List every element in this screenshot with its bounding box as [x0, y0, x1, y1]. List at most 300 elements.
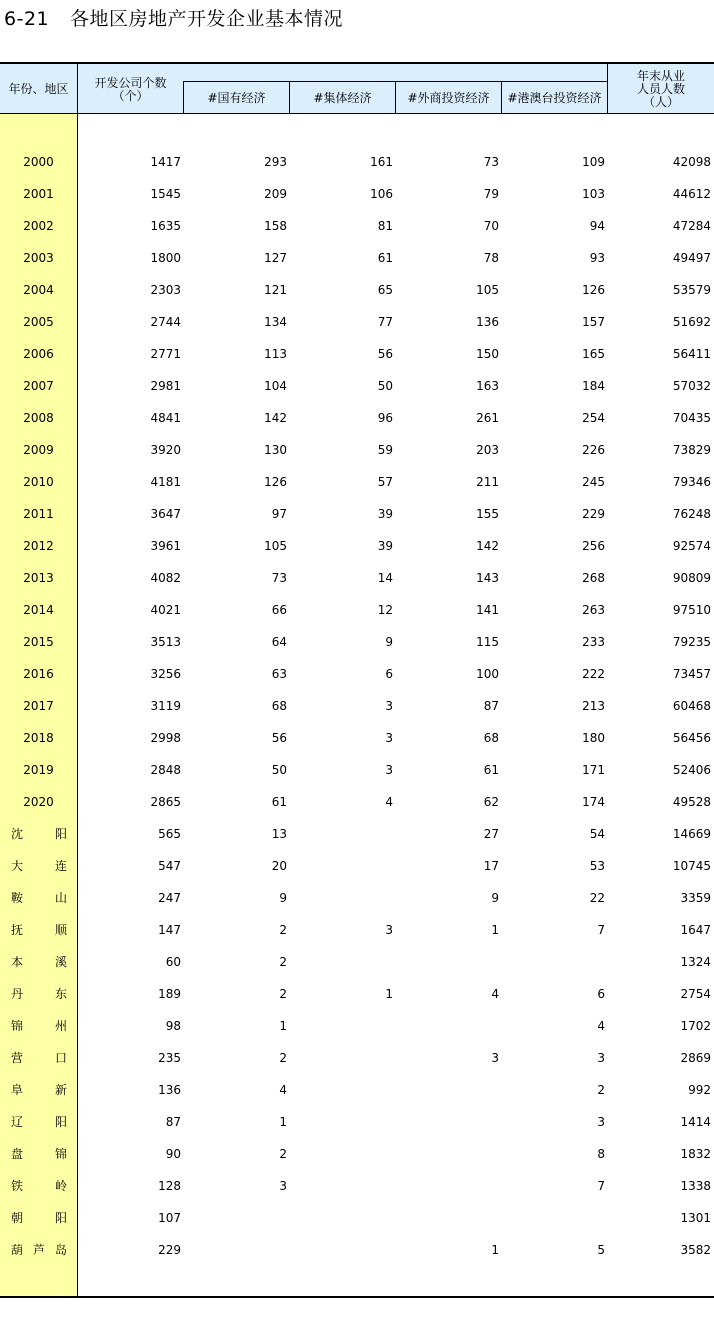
region-label-char: 口 — [54, 1051, 67, 1065]
employees-cell: 2869 — [680, 1051, 711, 1065]
table-row — [0, 562, 714, 594]
table-title-text: 各地区房地产开发企业基本情况 — [70, 8, 344, 30]
state-owned-cell: 63 — [271, 667, 287, 681]
header-col-rule — [395, 81, 396, 114]
collective-cell: 65 — [377, 283, 393, 297]
foreign-cell: 73 — [483, 155, 499, 169]
foreign-cell: 100 — [476, 667, 499, 681]
employees-cell: 73829 — [672, 443, 711, 457]
employees-cell: 3359 — [680, 891, 711, 905]
region-label-char: 沈 — [11, 827, 24, 841]
state-owned-cell: 104 — [264, 379, 287, 393]
year-label: 2020 — [23, 795, 54, 809]
table-row — [0, 274, 714, 306]
region-label — [0, 978, 77, 1010]
region-label-char: 锦 — [11, 1019, 24, 1033]
year-label: 2013 — [23, 571, 54, 585]
year-label: 2015 — [23, 635, 54, 649]
region-label-char: 朝 — [11, 1211, 24, 1225]
table-row — [0, 914, 714, 946]
state-owned-cell: 61 — [271, 795, 287, 809]
state-owned-cell: 13 — [271, 827, 287, 841]
collective-cell: 61 — [377, 251, 393, 265]
table-row — [0, 498, 714, 530]
table-row — [0, 882, 714, 914]
hk-macao-taiwan-cell: 263 — [582, 603, 605, 617]
state-owned-cell: 20 — [271, 859, 287, 873]
foreign-cell: 27 — [483, 827, 499, 841]
collective-cell: 57 — [377, 475, 393, 489]
header-hk-macao-taiwan: #港澳台投资经济 — [507, 90, 602, 105]
foreign-cell: 70 — [483, 219, 499, 233]
year-label: 2001 — [23, 187, 54, 201]
hk-macao-taiwan-cell: 268 — [582, 571, 605, 585]
foreign-cell: 87 — [483, 699, 499, 713]
header-col-rule — [607, 62, 608, 114]
employees-cell: 76248 — [672, 507, 711, 521]
hk-macao-taiwan-cell: 165 — [582, 347, 605, 361]
companies-cell: 1800 — [150, 251, 181, 265]
header-year-region: 年份、地区 — [8, 81, 69, 96]
header-companies-unit: （个） — [112, 89, 149, 103]
collective-cell: 39 — [377, 507, 393, 521]
hk-macao-taiwan-cell: 171 — [582, 763, 605, 777]
employees-cell: 57032 — [672, 379, 711, 393]
table-row — [0, 1170, 714, 1202]
employees-cell: 14669 — [672, 827, 711, 841]
region-label-char: 铁 — [11, 1179, 24, 1193]
year-label: 2011 — [23, 507, 54, 521]
state-owned-cell: 56 — [271, 731, 287, 745]
collective-cell: 6 — [385, 667, 393, 681]
hk-macao-taiwan-cell: 254 — [582, 411, 605, 425]
year-label: 2003 — [23, 251, 54, 265]
hk-macao-taiwan-cell: 5 — [597, 1243, 605, 1257]
data-table — [0, 62, 714, 1298]
collective-cell: 3 — [385, 923, 393, 937]
table-row — [0, 946, 714, 978]
header-col-rule — [289, 81, 290, 114]
foreign-cell: 79 — [483, 187, 499, 201]
collective-cell: 81 — [377, 219, 393, 233]
state-owned-cell: 158 — [264, 219, 287, 233]
table-row — [0, 242, 714, 274]
companies-cell: 3961 — [150, 539, 181, 553]
state-owned-cell: 130 — [264, 443, 287, 457]
header-col-rule — [183, 81, 184, 114]
hk-macao-taiwan-cell: 233 — [582, 635, 605, 649]
table-row — [0, 658, 714, 690]
hk-macao-taiwan-cell: 229 — [582, 507, 605, 521]
region-label-char: 连 — [54, 859, 67, 873]
employees-cell: 49497 — [672, 251, 711, 265]
region-label — [0, 1106, 77, 1138]
employees-cell: 79346 — [672, 475, 711, 489]
region-label-char: 丹 — [11, 987, 24, 1001]
header-collective: #集体经济 — [313, 90, 372, 105]
companies-cell: 2771 — [150, 347, 181, 361]
foreign-cell: 1 — [491, 923, 499, 937]
year-label: 2002 — [23, 219, 54, 233]
header-employees-line1: 年末从业 — [636, 68, 685, 83]
table-row — [0, 1010, 714, 1042]
foreign-cell: 136 — [476, 315, 499, 329]
hk-macao-taiwan-cell: 54 — [589, 827, 605, 841]
year-label: 2008 — [23, 411, 54, 425]
state-owned-cell: 2 — [279, 1147, 287, 1161]
region-label-char: 营 — [11, 1051, 24, 1065]
companies-cell: 4181 — [150, 475, 181, 489]
employees-cell: 1301 — [680, 1211, 711, 1225]
foreign-cell: 150 — [476, 347, 499, 361]
hk-macao-taiwan-cell: 93 — [589, 251, 605, 265]
table-row — [0, 466, 714, 498]
header-employees-unit: （人） — [642, 94, 679, 109]
employees-cell: 90809 — [672, 571, 711, 585]
table-row — [0, 1106, 714, 1138]
foreign-cell: 143 — [476, 571, 499, 585]
table-number: 6-21 — [4, 8, 50, 30]
collective-cell: 106 — [370, 187, 393, 201]
companies-cell: 3920 — [150, 443, 181, 457]
employees-cell: 44612 — [672, 187, 711, 201]
region-label-char: 辽 — [11, 1115, 24, 1129]
companies-cell: 2981 — [150, 379, 181, 393]
collective-cell: 4 — [385, 795, 393, 809]
collective-cell: 9 — [385, 635, 393, 649]
region-label-char: 盘 — [11, 1147, 24, 1161]
companies-cell: 189 — [158, 987, 181, 1001]
year-label: 2017 — [23, 699, 54, 713]
employees-cell: 1324 — [680, 955, 711, 969]
region-label — [0, 914, 77, 946]
companies-cell: 3256 — [150, 667, 181, 681]
state-owned-cell: 50 — [271, 763, 287, 777]
hk-macao-taiwan-cell: 53 — [589, 859, 605, 873]
table-row — [0, 978, 714, 1010]
header-companies — [78, 70, 183, 110]
region-label-char: 新 — [54, 1083, 67, 1097]
region-label-char: 芦 — [32, 1243, 45, 1257]
year-label: 2007 — [23, 379, 54, 393]
table-row — [0, 1042, 714, 1074]
hk-macao-taiwan-cell: 256 — [582, 539, 605, 553]
header-employees-line2: 人员人数 — [636, 81, 685, 96]
region-label-char: 顺 — [54, 923, 67, 937]
header-state-owned: #国有经济 — [207, 90, 266, 105]
employees-cell: 53579 — [672, 283, 711, 297]
employees-cell: 2754 — [680, 987, 711, 1001]
table-bottom-rule — [0, 1296, 714, 1298]
table-row — [0, 1234, 714, 1266]
state-owned-cell: 9 — [279, 891, 287, 905]
region-label — [0, 1202, 77, 1234]
hk-macao-taiwan-cell: 157 — [582, 315, 605, 329]
hk-macao-taiwan-cell: 213 — [582, 699, 605, 713]
table-row — [0, 434, 714, 466]
collective-cell: 39 — [377, 539, 393, 553]
table-row — [0, 402, 714, 434]
collective-cell: 59 — [377, 443, 393, 457]
collective-cell: 1 — [385, 987, 393, 1001]
hk-macao-taiwan-cell: 22 — [589, 891, 605, 905]
state-owned-cell: 3 — [279, 1179, 287, 1193]
table-row — [0, 1074, 714, 1106]
year-label: 2014 — [23, 603, 54, 617]
state-owned-cell: 127 — [264, 251, 287, 265]
header-foreign: #外商投资经济 — [407, 90, 490, 105]
hk-macao-taiwan-cell: 94 — [589, 219, 605, 233]
hk-macao-taiwan-cell: 174 — [582, 795, 605, 809]
companies-cell: 1417 — [150, 155, 181, 169]
region-label — [0, 882, 77, 914]
collective-cell: 3 — [385, 699, 393, 713]
region-label — [0, 1010, 77, 1042]
collective-cell: 50 — [377, 379, 393, 393]
table-row — [0, 722, 714, 754]
region-label-char: 大 — [11, 859, 24, 873]
region-label-char: 抚 — [11, 923, 24, 937]
region-label-char: 溪 — [54, 955, 67, 969]
employees-cell: 56456 — [672, 731, 711, 745]
region-label-char: 阜 — [11, 1083, 24, 1097]
header-col-rule — [501, 81, 502, 114]
employees-cell: 60468 — [672, 699, 711, 713]
state-owned-cell: 4 — [279, 1083, 287, 1097]
companies-cell: 4082 — [150, 571, 181, 585]
employees-cell: 51692 — [672, 315, 711, 329]
region-label-char: 山 — [54, 891, 67, 905]
employees-cell: 79235 — [672, 635, 711, 649]
state-owned-cell: 293 — [264, 155, 287, 169]
collective-cell: 3 — [385, 731, 393, 745]
state-owned-cell: 2 — [279, 987, 287, 1001]
year-label: 2019 — [23, 763, 54, 777]
table-row — [0, 210, 714, 242]
foreign-cell: 61 — [483, 763, 499, 777]
region-label-char: 东 — [54, 987, 67, 1001]
employees-cell: 49528 — [672, 795, 711, 809]
foreign-cell: 115 — [476, 635, 499, 649]
table-row — [0, 306, 714, 338]
employees-cell: 3582 — [680, 1243, 711, 1257]
region-label-char: 本 — [11, 955, 24, 969]
region-label — [0, 850, 77, 882]
state-owned-cell: 209 — [264, 187, 287, 201]
state-owned-cell: 126 — [264, 475, 287, 489]
region-label-char: 葫 — [11, 1243, 24, 1257]
table-row — [0, 338, 714, 370]
state-owned-cell: 1 — [279, 1019, 287, 1033]
region-label-char: 岛 — [54, 1243, 67, 1257]
state-owned-cell: 113 — [264, 347, 287, 361]
region-label — [0, 1042, 77, 1074]
year-label: 2006 — [23, 347, 54, 361]
foreign-cell: 261 — [476, 411, 499, 425]
collective-cell: 96 — [377, 411, 393, 425]
table-row — [0, 594, 714, 626]
foreign-cell: 78 — [483, 251, 499, 265]
hk-macao-taiwan-cell: 109 — [582, 155, 605, 169]
region-label-char: 阳 — [54, 1211, 67, 1225]
employees-cell: 70435 — [672, 411, 711, 425]
collective-cell: 3 — [385, 763, 393, 777]
hk-macao-taiwan-cell: 126 — [582, 283, 605, 297]
region-label — [0, 1074, 77, 1106]
year-label: 2010 — [23, 475, 54, 489]
companies-cell: 2998 — [150, 731, 181, 745]
state-owned-cell: 2 — [279, 1051, 287, 1065]
companies-cell: 547 — [158, 859, 181, 873]
table-title — [4, 5, 343, 35]
hk-macao-taiwan-cell: 180 — [582, 731, 605, 745]
companies-cell: 87 — [165, 1115, 181, 1129]
companies-cell: 2848 — [150, 763, 181, 777]
hk-macao-taiwan-cell: 222 — [582, 667, 605, 681]
table-row — [0, 850, 714, 882]
state-owned-cell: 97 — [271, 507, 287, 521]
companies-cell: 3513 — [150, 635, 181, 649]
employees-cell: 1647 — [680, 923, 711, 937]
companies-cell: 2865 — [150, 795, 181, 809]
employees-cell: 10745 — [672, 859, 711, 873]
year-label: 2016 — [23, 667, 54, 681]
state-owned-cell: 142 — [264, 411, 287, 425]
state-owned-cell: 73 — [271, 571, 287, 585]
hk-macao-taiwan-cell: 7 — [597, 923, 605, 937]
foreign-cell: 1 — [491, 1243, 499, 1257]
foreign-cell: 211 — [476, 475, 499, 489]
state-owned-cell: 66 — [271, 603, 287, 617]
companies-cell: 4021 — [150, 603, 181, 617]
region-label — [0, 946, 77, 978]
foreign-cell: 4 — [491, 987, 499, 1001]
foreign-cell: 155 — [476, 507, 499, 521]
foreign-cell: 163 — [476, 379, 499, 393]
employees-cell: 92574 — [672, 539, 711, 553]
table-row — [0, 690, 714, 722]
table-row — [0, 786, 714, 818]
foreign-cell: 105 — [476, 283, 499, 297]
companies-cell: 136 — [158, 1083, 181, 1097]
table-row — [0, 530, 714, 562]
year-label: 2000 — [23, 155, 54, 169]
foreign-cell: 9 — [491, 891, 499, 905]
year-label: 2018 — [23, 731, 54, 745]
employees-cell: 1702 — [680, 1019, 711, 1033]
foreign-cell: 141 — [476, 603, 499, 617]
collective-cell: 14 — [377, 571, 393, 585]
table-row — [0, 146, 714, 178]
table-row — [0, 178, 714, 210]
employees-cell: 1832 — [680, 1147, 711, 1161]
companies-cell: 60 — [165, 955, 181, 969]
foreign-cell: 62 — [483, 795, 499, 809]
foreign-cell: 3 — [491, 1051, 499, 1065]
companies-cell: 1545 — [150, 187, 181, 201]
employees-cell: 56411 — [672, 347, 711, 361]
foreign-cell: 203 — [476, 443, 499, 457]
state-owned-cell: 68 — [271, 699, 287, 713]
companies-cell: 229 — [158, 1243, 181, 1257]
hk-macao-taiwan-cell: 3 — [597, 1051, 605, 1065]
state-owned-cell: 134 — [264, 315, 287, 329]
companies-cell: 2303 — [150, 283, 181, 297]
table-row — [0, 754, 714, 786]
header-companies-label: 开发公司个数 — [94, 76, 167, 90]
state-owned-cell: 105 — [264, 539, 287, 553]
employees-cell: 1414 — [680, 1115, 711, 1129]
table-row — [0, 370, 714, 402]
year-label: 2004 — [23, 283, 54, 297]
collective-cell: 56 — [377, 347, 393, 361]
companies-cell: 90 — [165, 1147, 181, 1161]
hk-macao-taiwan-cell: 103 — [582, 187, 605, 201]
companies-cell: 4841 — [150, 411, 181, 425]
region-label-char: 阳 — [54, 827, 67, 841]
foreign-cell: 142 — [476, 539, 499, 553]
employees-cell: 992 — [688, 1083, 711, 1097]
state-owned-cell: 121 — [264, 283, 287, 297]
collective-cell: 12 — [377, 603, 393, 617]
year-label: 2012 — [23, 539, 54, 553]
companies-cell: 107 — [158, 1211, 181, 1225]
state-owned-cell: 1 — [279, 1115, 287, 1129]
state-owned-cell: 2 — [279, 955, 287, 969]
companies-cell: 3647 — [150, 507, 181, 521]
collective-cell: 77 — [377, 315, 393, 329]
region-label-char: 锦 — [54, 1147, 67, 1161]
region-label — [0, 1234, 77, 1266]
employees-cell: 73457 — [672, 667, 711, 681]
hk-macao-taiwan-cell: 6 — [597, 987, 605, 1001]
companies-cell: 247 — [158, 891, 181, 905]
companies-cell: 98 — [165, 1019, 181, 1033]
companies-cell: 128 — [158, 1179, 181, 1193]
companies-cell: 235 — [158, 1051, 181, 1065]
hk-macao-taiwan-cell: 8 — [597, 1147, 605, 1161]
region-label — [0, 818, 77, 850]
foreign-cell: 68 — [483, 731, 499, 745]
table-row — [0, 818, 714, 850]
region-label-char: 鞍 — [11, 891, 24, 905]
employees-cell: 52406 — [672, 763, 711, 777]
companies-cell: 565 — [158, 827, 181, 841]
companies-cell: 3119 — [150, 699, 181, 713]
hk-macao-taiwan-cell: 2 — [597, 1083, 605, 1097]
table-row — [0, 626, 714, 658]
region-label-char: 阳 — [54, 1115, 67, 1129]
employees-cell: 97510 — [672, 603, 711, 617]
hk-macao-taiwan-cell: 3 — [597, 1115, 605, 1129]
region-label — [0, 1170, 77, 1202]
region-label-char: 岭 — [54, 1179, 67, 1193]
hk-macao-taiwan-cell: 184 — [582, 379, 605, 393]
hk-macao-taiwan-cell: 245 — [582, 475, 605, 489]
table-row — [0, 1138, 714, 1170]
hk-macao-taiwan-cell: 4 — [597, 1019, 605, 1033]
table-row — [0, 1202, 714, 1234]
header-employees — [608, 65, 714, 113]
employees-cell: 1338 — [680, 1179, 711, 1193]
state-owned-cell: 2 — [279, 923, 287, 937]
year-label: 2009 — [23, 443, 54, 457]
hk-macao-taiwan-cell: 226 — [582, 443, 605, 457]
companies-cell: 2744 — [150, 315, 181, 329]
collective-cell: 161 — [370, 155, 393, 169]
companies-cell: 147 — [158, 923, 181, 937]
employees-cell: 47284 — [672, 219, 711, 233]
